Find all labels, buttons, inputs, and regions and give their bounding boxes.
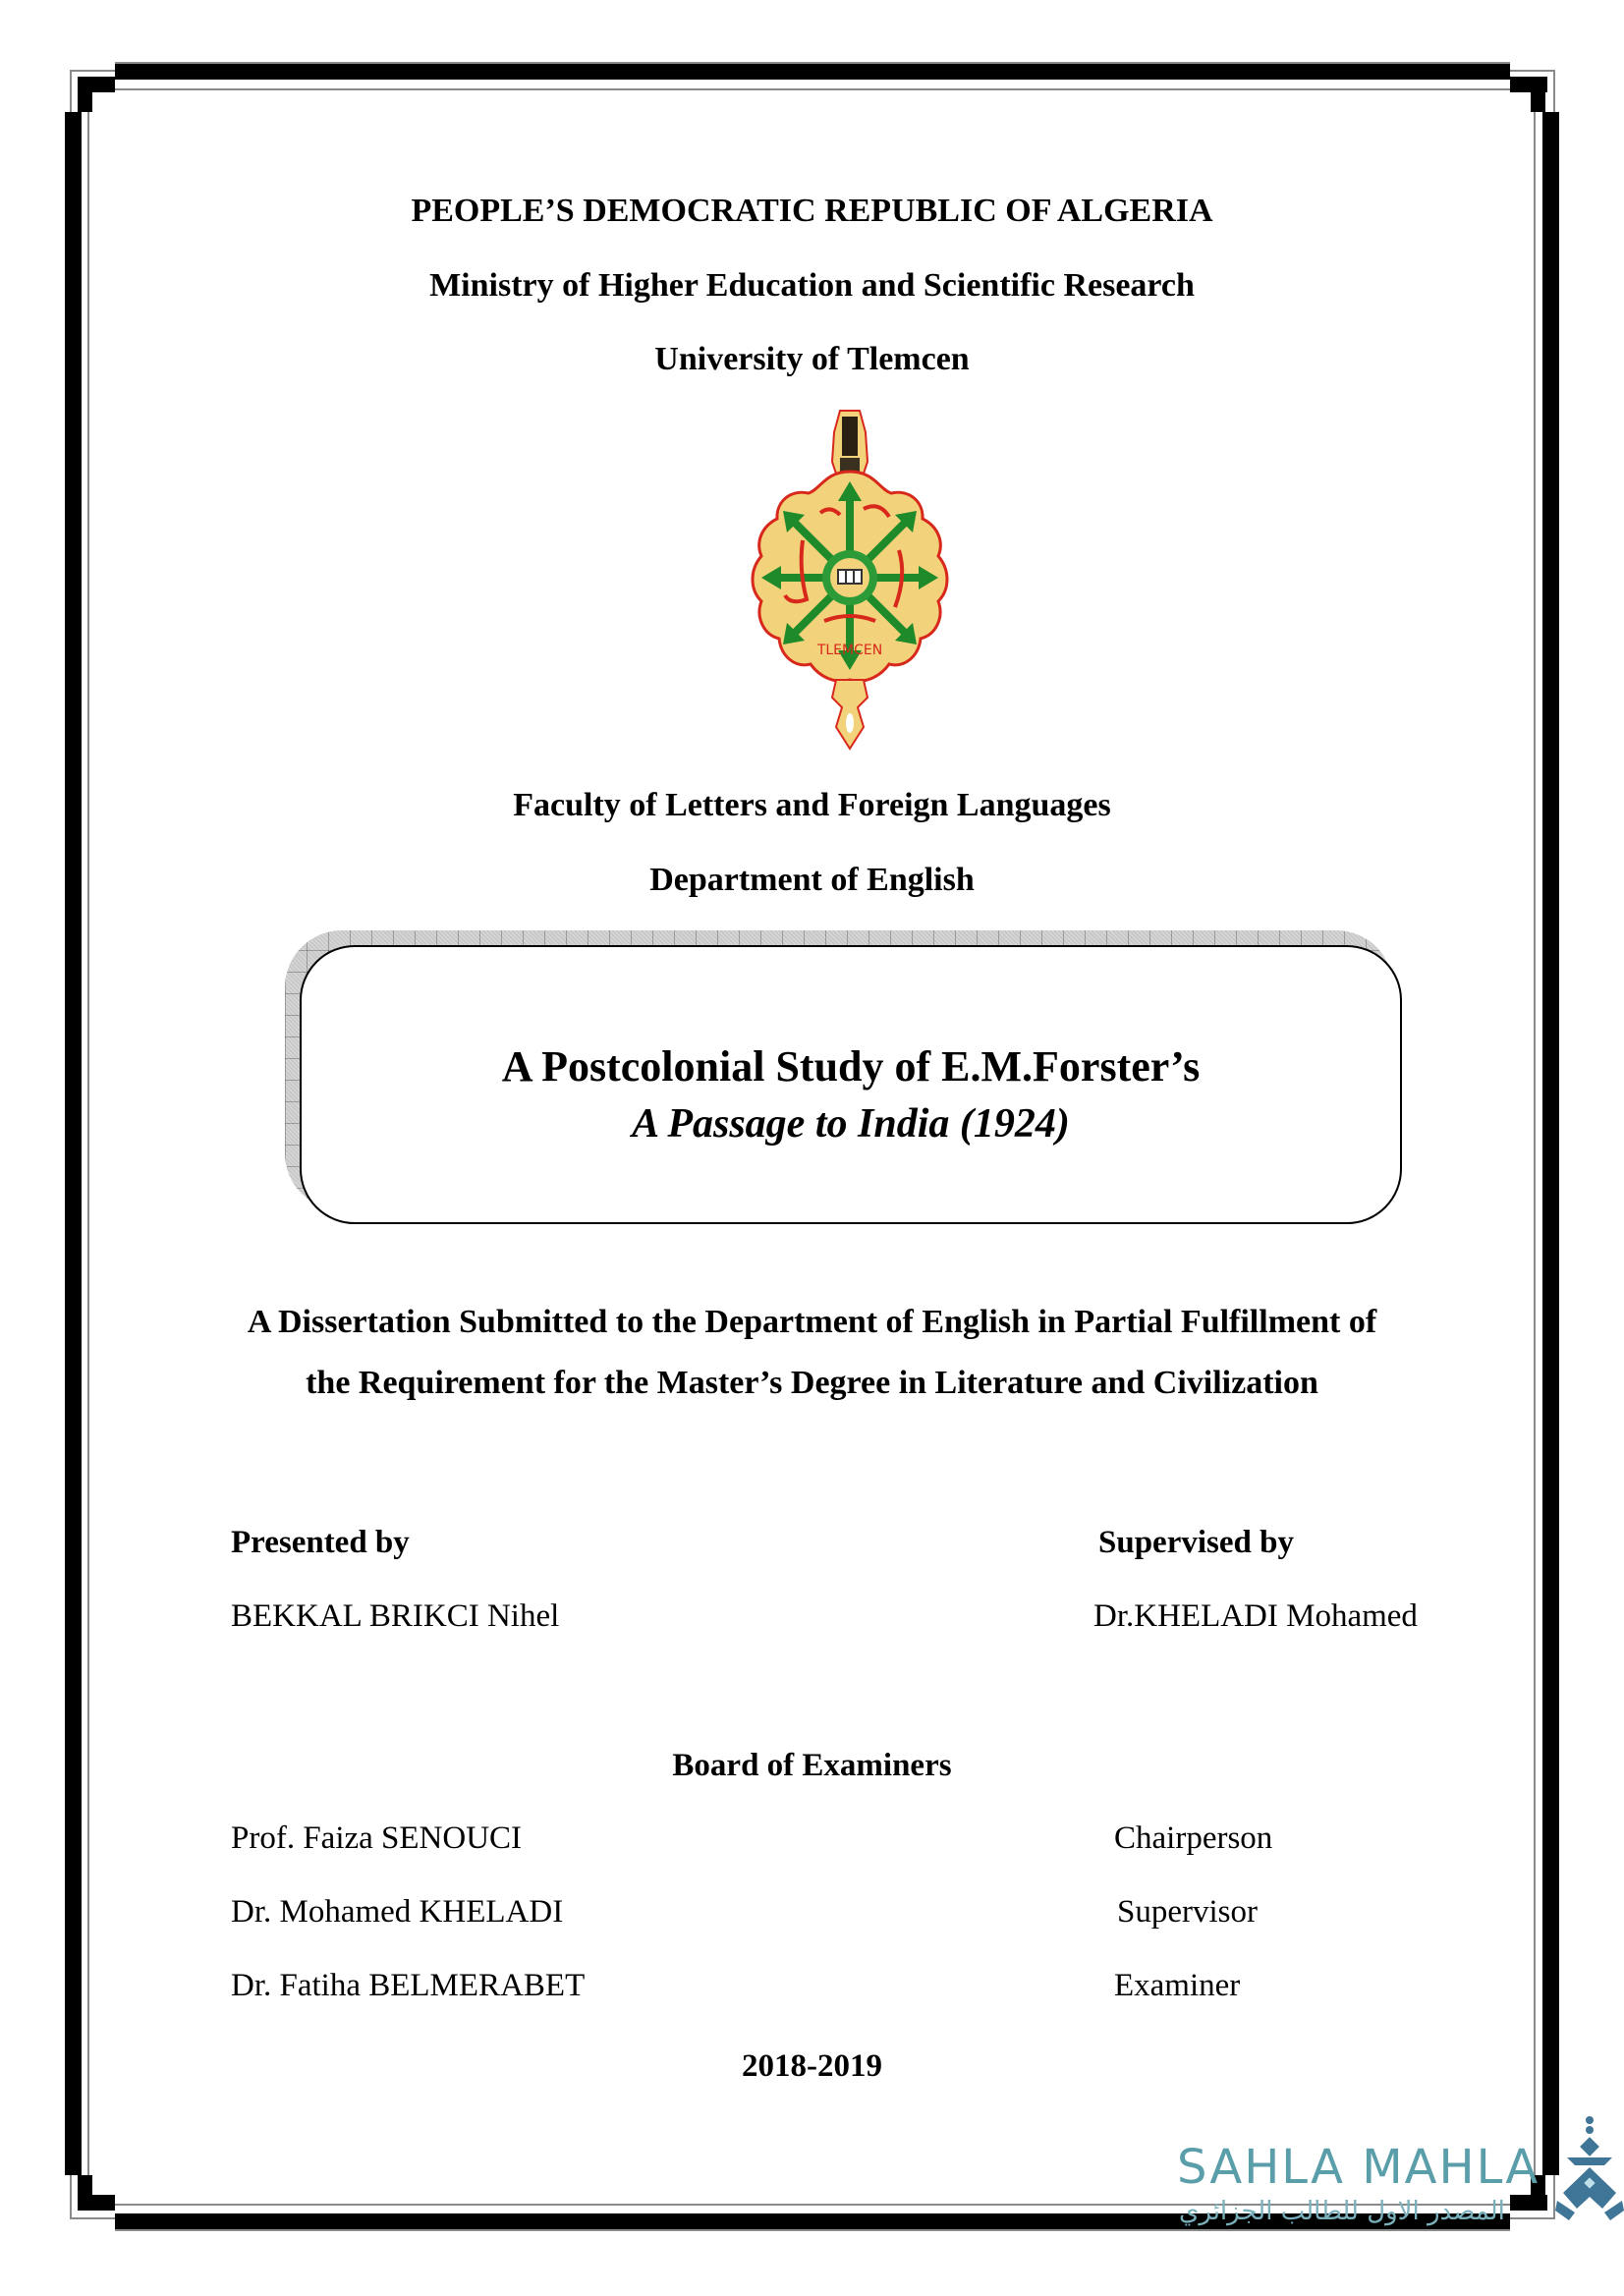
- academic-year: 2018-2019: [742, 2048, 882, 2084]
- examiner-name: Prof. Faiza SENOUCI: [231, 1820, 523, 1856]
- watermark-logo-icon: [1555, 2114, 1624, 2222]
- watermark-brand: SAHLA MAHLA: [1177, 2140, 1540, 2195]
- department-heading: Department of English: [649, 862, 975, 898]
- watermark-tagline: المصدر الاول للطالب الجزائري: [1179, 2197, 1505, 2226]
- dissertation-title: A Postcolonial Study of E.M.Forster’s: [501, 1042, 1201, 1091]
- examiner-name: Dr. Mohamed KHELADI: [231, 1894, 564, 1930]
- presented-by-label: Presented by: [231, 1525, 410, 1560]
- supervised-by-label: Supervised by: [1098, 1525, 1294, 1560]
- svg-text:TLEMCEN: TLEMCEN: [816, 643, 883, 658]
- examiner-role: Examiner: [1114, 1968, 1241, 2003]
- examiner-name: Dr. Fatiha BELMERABET: [231, 1968, 586, 2003]
- university-heading: University of Tlemcen: [654, 341, 970, 377]
- examiner-role: Supervisor: [1117, 1894, 1258, 1930]
- ministry-heading: Ministry of Higher Education and Scientific Research: [429, 267, 1195, 304]
- statement-line-1: A Dissertation Submitted to the Department of English in Partial Fulfillment of: [247, 1304, 1377, 1340]
- statement-line-2: the Requirement for the Master’s Degree in Literature and Civilization: [306, 1365, 1318, 1401]
- board-heading: Board of Examiners: [672, 1748, 952, 1783]
- university-emblem-icon: [742, 403, 958, 752]
- dissertation-subtitle: A Passage to India (1924): [632, 1101, 1070, 1147]
- student-name: BEKKAL BRIKCI Nihel: [231, 1598, 560, 1634]
- supervisor-name: Dr.KHELADI Mohamed: [1093, 1598, 1418, 1634]
- examiner-role: Chairperson: [1114, 1820, 1273, 1856]
- country-heading: PEOPLE’S DEMOCRATIC REPUBLIC OF ALGERIA: [411, 193, 1213, 229]
- faculty-heading: Faculty of Letters and Foreign Languages: [513, 787, 1111, 823]
